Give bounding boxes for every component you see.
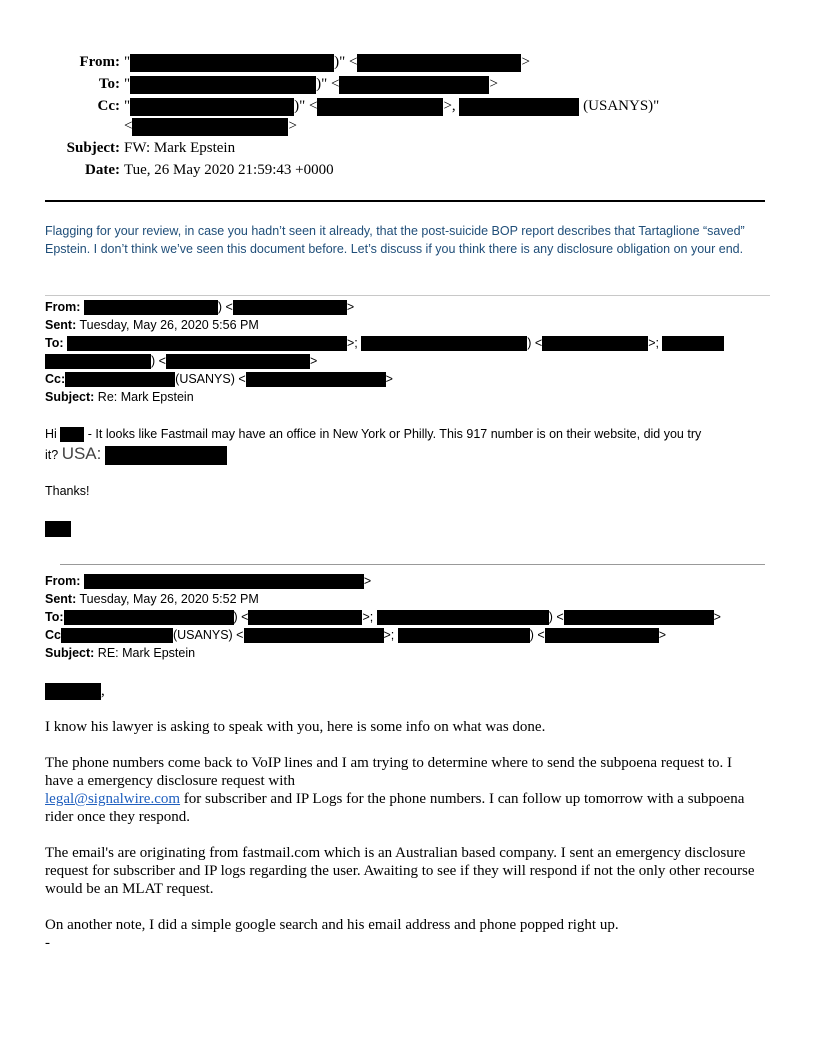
header-divider: [45, 200, 765, 202]
email2-para2: The phone numbers come back to VoIP lines and I am trying to determine where to send the subpoena request to. I have a emergency disclosure request with legal@signalwire.com for subscriber and IP Logs for the phone numbers. I can follow up tomorrow with a subpoena rider once they respond.: [45, 755, 745, 825]
to-label: To:: [98, 76, 120, 92]
email1-cc: Cc: (USANYS) < >: [45, 372, 393, 386]
subject-value: FW: Mark Epstein: [124, 140, 236, 156]
email2-trailing: -: [45, 935, 50, 951]
email1-subject: Subject: Re: Mark Epstein: [45, 390, 194, 404]
from-value: " )" < >: [124, 54, 530, 70]
email2-to: To: ) < >; ) < >: [45, 610, 721, 624]
email2-from: From: >: [45, 574, 372, 588]
email1-from: From: ) < >: [45, 300, 355, 314]
email2-para1: I know his lawyer is asking to speak with you, here is some info on what was done.: [45, 719, 546, 735]
flag-note: Flagging for your review, in case you hadn’t seen it already, that the post-suicide BOP report describes that Tartaglione “saved” Epstein. I don’t think we’ve seen this document before. Let’s discuss if you think there is any disclosure obligation on your end.: [45, 224, 745, 256]
signalwire-email-link[interactable]: legal@signalwire.com: [45, 791, 181, 807]
cc-value-cont: < >: [124, 118, 297, 134]
cc-label: Cc:: [97, 98, 120, 114]
subject-label: Subject:: [66, 140, 120, 156]
email2-sent: Sent: Tuesday, May 26, 2020 5:52 PM: [45, 592, 259, 606]
divider-2: [60, 564, 765, 565]
usa-label: USA:: [61, 444, 102, 463]
email2-para3: The email's are originating from fastmail.com which is an Australian based company. I sent an emergency disclosure request for subscriber and IP logs regarding the user. Awaiting to see if they will respond if not the only other recourse would be an MLAT request.: [45, 845, 755, 897]
email1-thanks: Thanks!: [45, 484, 90, 498]
email1-sent: Sent: Tuesday, May 26, 2020 5:56 PM: [45, 318, 259, 332]
date-value: Tue, 26 May 2020 21:59:43 +0000: [124, 162, 334, 178]
email1-to-cont: ) < >: [45, 352, 317, 370]
divider-1: [45, 295, 770, 296]
email2-salutation: ,: [45, 682, 755, 700]
email1-body-line2: it? USA:: [45, 445, 227, 465]
email2-para4: On another note, I did a simple google search and his email address and phone popped right up.: [45, 917, 619, 933]
email-header: [0, 52, 816, 182]
date-label: Date:: [85, 162, 120, 178]
email1-signature: [45, 519, 71, 537]
cc-value: " )" < >, (USANYS)": [124, 98, 660, 114]
email2-subject: Subject: RE: Mark Epstein: [45, 646, 196, 660]
to-value: " )" < >: [124, 76, 498, 92]
email1-to: To: >; ) < >;: [45, 334, 724, 352]
email2-cc: Cc (USANYS) < >; ) < >: [45, 628, 666, 642]
from-label: From:: [79, 54, 120, 70]
email1-body-line1: Hi - It looks like Fastmail may have an office in New York or Philly. This 917 number is on their website, did you try: [45, 427, 702, 441]
cc-org: (USANYS)": [583, 98, 660, 114]
